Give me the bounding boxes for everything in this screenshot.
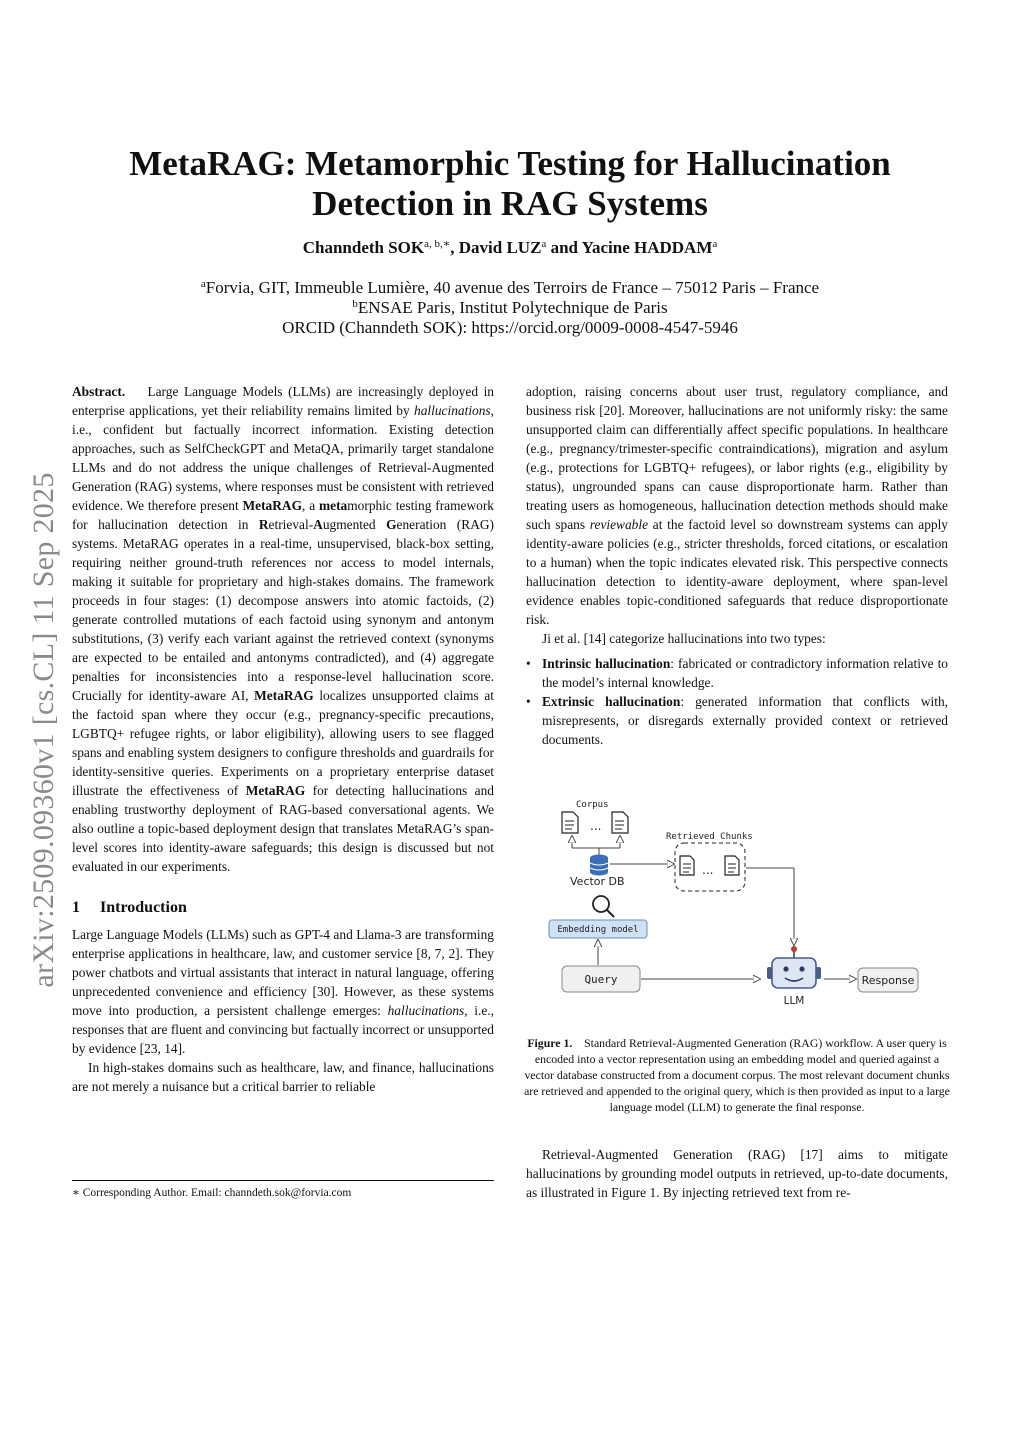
author-3-sup: a	[712, 238, 718, 250]
embedding-model-label: Embedding model	[557, 925, 639, 935]
section-title: Introduction	[100, 899, 187, 916]
list-term: Intrinsic hallucination	[542, 656, 671, 671]
author-2-sup: a	[541, 238, 547, 250]
abstract-em: hallucinations	[414, 403, 491, 418]
arxiv-identifier	[14, 430, 74, 1030]
right-text: adoption, raising concerns about user trust, regulatory compliance, and business risk [20]. Moreover, hallucinations are not uniformly risky: the same unsupported claim can differentially affect specific populations. In healthcare (e.g., pregnancy/trimester-specific contraindications), migration and asylum (e.g., protections for LGBTQ+ refugees), or labor rights (e.g., eligibility by status), ungrounded spans can cause disproportionate harm. Rather than treating users as homogeneous, hallucination detection methods should make such spans	[526, 384, 948, 532]
vector-db-label: Vector DB	[570, 875, 625, 888]
corpus-ellipsis: ...	[590, 819, 602, 833]
author-1-sup: a, b,∗	[424, 238, 451, 250]
abstract-text: morphic testing framework for hallucination detection in	[72, 498, 494, 532]
right-paragraph-3: Retrieval-Augmented Generation (RAG) [17] aims to mitigate hallucinations by grounding model outputs in retrieved, up-to-date documents, as illustrated in Figure 1. By injecting retrieved text from re-	[526, 1147, 948, 1200]
abstract-text: , i.e., confident but factually incorrect information. Existing detection approaches, such as SelfCheckGPT and MetaQA, primarily target standalone LLMs and do not address the unique challenges of Retrieval-Augmented Generation (RAG) systems, where responses must be consistent with retrieved evidence. We therefore present	[72, 403, 494, 513]
search-icon	[593, 896, 614, 917]
abstract-text: ugmented	[322, 517, 387, 532]
paper-title	[80, 144, 940, 224]
right-paragraph-1	[526, 382, 948, 629]
right-text: at the factoid level so downstream systems can apply identity-aware policies (e.g., stricter thresholds, forced citations, or escalation to a human) when the topic indicates elevated risk. This perspective connects hallucination detection to identity-aware deployment, where span-level evidence enables topic-conditioned safeguards that reduce disproportionate risk.	[526, 517, 948, 627]
abstract-bold: R	[258, 517, 269, 532]
chunk-doc-icon	[725, 856, 739, 875]
title-line-1: MetaRAG: Metamorphic Testing for Hallucination	[129, 144, 891, 183]
author-3: Yacine HADDAM	[581, 238, 713, 257]
intro-text: , i.e., responses that are fluent and convincing but factually incorrect or unsupported by evidence [23, 14].	[72, 1003, 495, 1056]
rag-workflow-diagram	[540, 790, 940, 1015]
right-column-continued	[526, 1145, 948, 1202]
database-icon	[590, 855, 608, 876]
right-column	[526, 382, 948, 749]
list-item	[526, 692, 948, 749]
author-sep: and	[546, 238, 582, 257]
section-number: 1	[72, 899, 80, 916]
abstract-paragraph	[72, 382, 494, 876]
author-list	[80, 238, 940, 258]
chunks-ellipsis: ...	[702, 863, 714, 877]
abstract-text: for detecting hallucinations and enabling trustworthy deployment of RAG-based conversational agents. We also outline a topic-based deployment design that translates MetaRAG’s span-level scores into identity-aware safeguards; this design is discussed but not evaluated in our experiments.	[72, 783, 494, 874]
left-column	[72, 382, 494, 1096]
robot-icon	[767, 946, 821, 988]
affiliation-a	[80, 278, 940, 298]
affiliation-a-sup: a	[200, 278, 206, 290]
author-1: Channdeth SOK	[302, 238, 425, 257]
abstract-bold: MetaRAG	[245, 783, 306, 798]
section-heading-introduction	[72, 898, 494, 917]
affiliation-b-sup: b	[352, 298, 358, 310]
corpus-label: Corpus	[576, 800, 609, 810]
response-label: Response	[861, 974, 915, 987]
right-em: reviewable	[589, 517, 649, 532]
intro-text: Large Language Models (LLMs) such as GPT-4 and Llama-3 are transforming enterprise applications in healthcare, law, and customer service [8, 7, 2]. They power chatbots and virtual assistants that interact in natural language, offering unprecedented convenience and efficiency [30]. However, as these systems move into production, a persistent challenge emerges:	[72, 927, 494, 1018]
corpus-doc-icon	[562, 812, 578, 833]
affiliation-b-text: ENSAE Paris, Institut Polytechnique de Paris	[357, 298, 668, 317]
author-2: David LUZ	[458, 238, 542, 257]
query-label: Query	[584, 973, 618, 986]
abstract-label: Abstract.	[72, 384, 126, 399]
hallucination-types-list	[526, 654, 948, 749]
arxiv-identifier-text: arXiv:2509.09360v1 [cs.CL] 11 Sep 2025	[27, 472, 60, 988]
abstract-bold: A	[313, 517, 323, 532]
right-paragraph-2: Ji et al. [14] categorize hallucinations into two types:	[542, 631, 826, 646]
abstract-text: eneration (RAG) systems. MetaRAG operates in a real-time, unsupervised, black-box setting, requiring neither ground-truth references nor access to model internals, making it suitable for proprietary and high-stakes domains. The framework proceeds in four stages: (1) decompose answers into atomic factoids, (2) generate controlled mutations of each factoid using synonym and antonym substitutions, (3) verify each variant against the retrieved context (synonyms are expected to be entailed and antonyms contradicted), and (4) aggregate penalties for inconsistencies into a response-level hallucination score. Crucially for identity-aware AI,	[72, 517, 495, 703]
abstract-bold: MetaRAG	[254, 688, 314, 703]
chunk-doc-icon	[680, 856, 694, 875]
list-text: : generated information that conflicts with, misrepresents, or disregards externally provided context or retrieved documents.	[542, 694, 948, 747]
retrieved-chunks-label: Retrieved Chunks	[666, 832, 753, 842]
intro-paragraph-2: In high-stakes domains such as healthcare, law, and finance, hallucinations are not merely a nuisance but a critical barrier to reliable	[72, 1060, 494, 1094]
list-term: Extrinsic hallucination	[542, 694, 681, 709]
affiliation-a-text: Forvia, GIT, Immeuble Lumière, 40 avenue des Terroirs de France – 75012 Paris – France	[205, 278, 820, 297]
caption-text: Standard Retrieval-Augmented Generation (RAG) workflow. A user query is encoded into a vector representation using an embedding model and queried against a vector database constructed from a document corpus. The most relevant document chunks are retrieved and appended to the original query, which is then provided as input to a large language model (LLM) to generate the final response.	[524, 1036, 950, 1114]
abstract-bold: meta	[318, 498, 348, 513]
abstract-bold: MetaRAG	[242, 498, 303, 513]
caption-label: Figure 1.	[527, 1036, 573, 1050]
author-sep: ,	[450, 238, 459, 257]
title-line-2: Detection in RAG Systems	[312, 184, 708, 223]
affiliations	[80, 278, 940, 338]
abstract-bold: G	[386, 517, 397, 532]
llm-label: LLM	[783, 995, 805, 1007]
affiliation-b	[80, 298, 940, 318]
intro-paragraph-1	[72, 925, 494, 1058]
abstract-text: etrieval-	[268, 517, 314, 532]
list-item	[526, 654, 948, 692]
figure-caption	[524, 1035, 950, 1115]
footnote: ∗ Corresponding Author. Email: channdeth.sok@forvia.com	[72, 1187, 352, 1199]
list-text: : fabricated or contradictory information relative to the model’s internal knowledge.	[542, 656, 948, 690]
footnote-rule	[72, 1180, 494, 1181]
abstract-text: , a	[302, 498, 319, 513]
orcid-line: ORCID (Channdeth SOK): https://orcid.org/0009-0008-4547-5946	[282, 318, 738, 337]
abstract-text: Large Language Models (LLMs) are increasingly deployed in enterprise applications, yet their reliability remains limited by	[72, 384, 494, 418]
abstract-text: localizes unsupported claims at the factoid span where they occur (e.g., pregnancy-specific precautions, LGBTQ+ refugee rights, or labor eligibility), allowing users to see flagged spans and enabling system designers to configure thresholds and guardrails for identity-sensitive queries. Experiments on a proprietary enterprise dataset illustrate the effectiveness of	[72, 688, 494, 798]
corpus-doc-icon	[612, 812, 628, 833]
intro-em: hallucinations	[387, 1003, 465, 1018]
